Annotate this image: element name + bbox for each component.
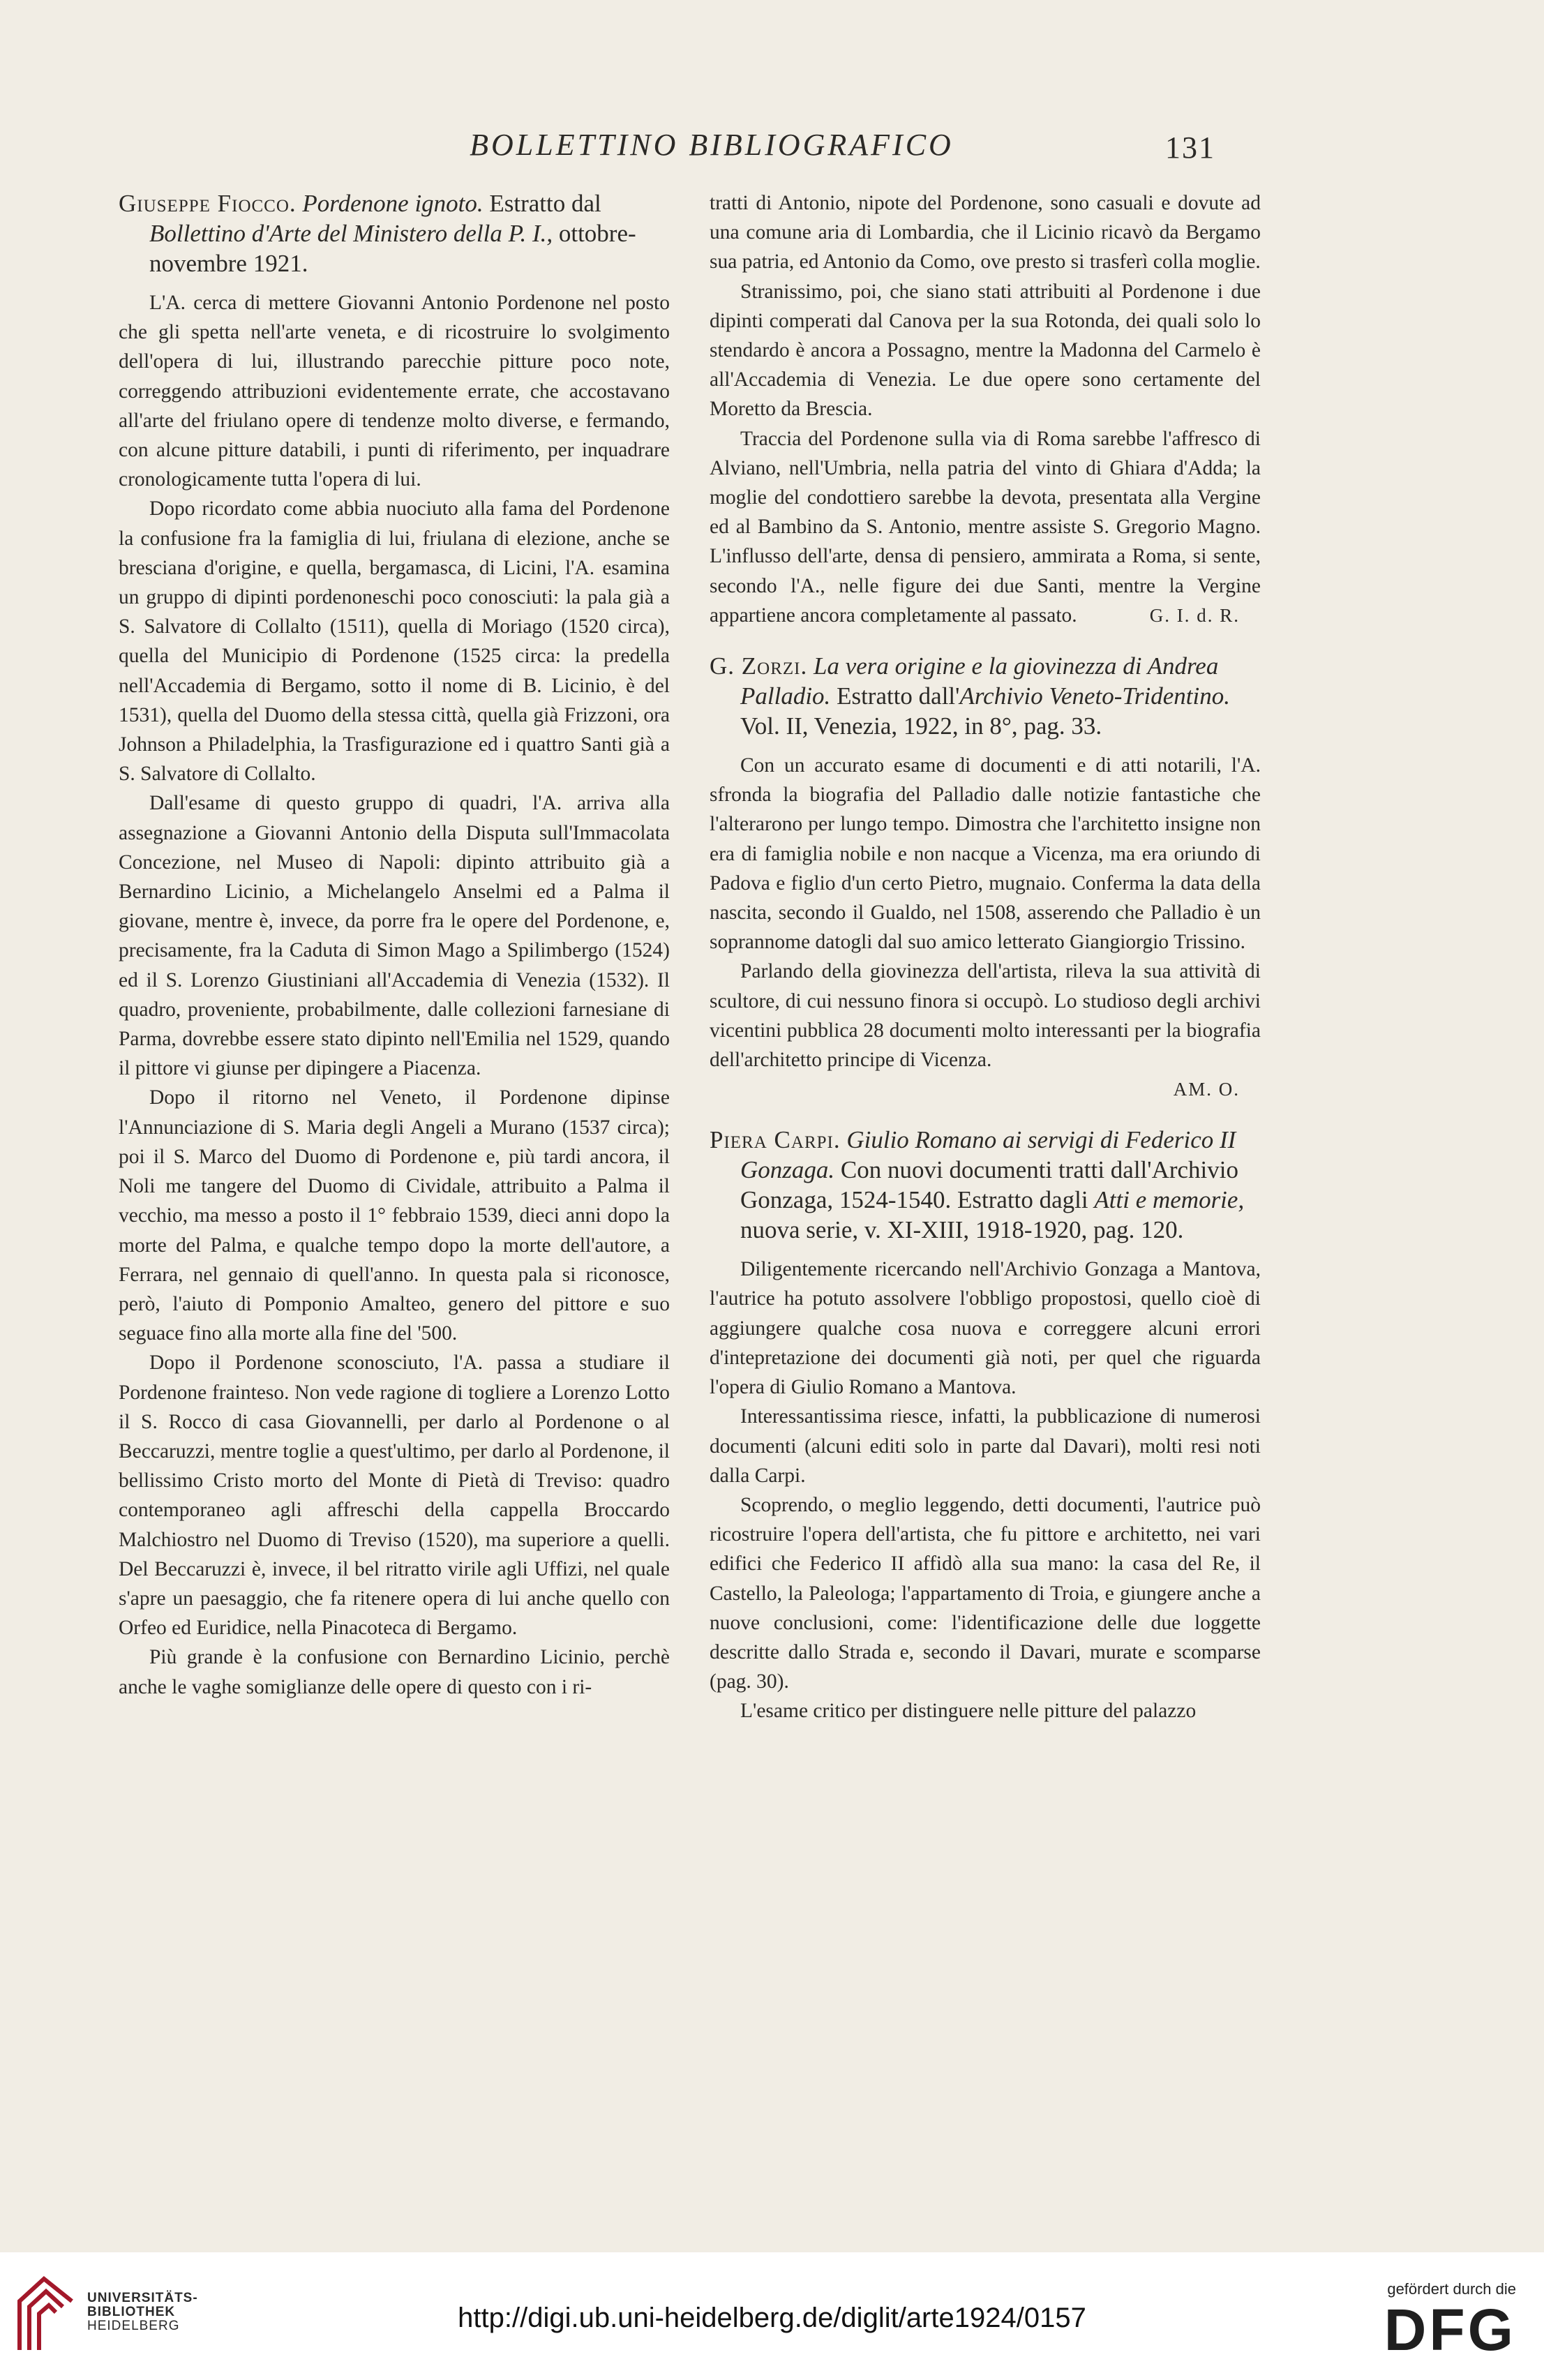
- entry-heading-carpi: [710, 1125, 1261, 1245]
- paragraph: Più grande è la confusione con Bernardino Licinio, perchè anche le vaghe somiglianze delle opere di questo con i ri-: [119, 1646, 670, 1698]
- paragraph: Dopo il ritorno nel Veneto, il Pordenone dipinse l'Annunciazione di S. Maria degli Angeli a Murano (1537 circa); poi il S. Marco del Duomo di Pordenone e, più tardi ancora, il Noli me tangere del Duomo di Cividale, attribuito a Palma il vecchio, ma messo a posto il 1° febbraio 1539, dieci anni dopo la morte del Palma, e qualche tempo dopo la morte dell'autore, a Ferrara, nel gennaio di quell'anno. In questa pala si riconosce, però, l'aiuto di Pomponio Amalteo, genero del pittore e suo seguace fino alla morte alla fine del '500.: [119, 1086, 670, 1345]
- entry-title: Giulio Romano ai servigi di Federico II Gonzaga.: [740, 1126, 1236, 1184]
- entry-mid: Con nuovi documenti tratti dall'Archivio Gonzaga, 1524-1540. Estratto dagli: [740, 1156, 1239, 1214]
- reviewer-signature: G. I. d. R.: [1149, 605, 1240, 627]
- right-column: [710, 188, 1261, 1726]
- paragraph: Dopo il Pordenone sconosciuto, l'A. passa a studiare il Pordenone frainteso. Non vede ragione di togliere a Lorenzo Lotto il S. Rocco di casa Giovannelli, per darlo al Pordenone o al Beccaruzzi, mentre toglie a quest'ultimo, per darlo al Pordenone, il bellissimo Cristo morto del Monte di Pietà di Treviso: quadro contemporaneo agli affreschi della cappella Broccardo Malchiostro nel Duomo di Treviso (1520), ma superiore a quelli. Del Beccaruzzi è, invece, il bel ritratto virile agli Uffizi, nel quale s'apre un paesaggio, che fa ritenere opera di lui anche quello con Orfeo ed Euridice, nella Pinacoteca di Bergamo.: [119, 1352, 670, 1640]
- paragraph: Parlando della giovinezza dell'artista, rileva la sua attività di scultore, di cui nessuno finora si occupò. Lo studioso degli archivi vicentini pubblica 28 documenti molto interessanti per la biografia dell'architetto principe di Vicenza.: [710, 960, 1261, 1072]
- paragraph: Dall'esame di questo gruppo di quadri, l'A. arriva alla assegnazione a Giovanni Antonio della Disputa sull'Immacolata Concezione, nel Museo di Napoli: dipinto attribuito già a Bernardino Licinio, a Michelangelo Anselmi ed a Palma il giovane, mentre è, invece, da porre fra le opere del Pordenone, e, precisamente, fra la Caduta di Simon Mago a Spilimbergo (1524) ed il S. Lorenzo Giustiniani all'Accademia di Venezia (1532). Il quadro, proveniente, probabilmente, dalle collezioni farnesiane di Parma, dovrebbe essere stato dipinto nell'Emilia nel 1529, quando il pittore vi giunse per dipingere a Piacenza.: [119, 792, 670, 1080]
- paragraph: Dopo ricordato come abbia nuociuto alla fama del Pordenone la confusione fra la famiglia di lui, friulana di elezione, anche se bresciana d'origine, e quella, bergamasca, di Licini, l'A. esamina un gruppo di dipinti pordenoneschi poco conosciuti: la pala già a S. Salvatore di Collalto (1511), quella di Moriago (1520 circa), quella del Municipio di Pordenone (1525 circa: la predella nell'Accademia di Bergamo, sotto il nome di B. Licinio, è del 1531), quella del Duomo della stessa città, quella già Frizzoni, ora Johnson a Philadelphia, la Trasfigurazione ed i quattro Santi già a S. Salvatore di Collalto.: [119, 497, 670, 786]
- footer-bar: [0, 2252, 1544, 2380]
- paragraph: Interessantissima riesce, infatti, la pubblicazione di numerosi documenti (alcuni editi solo in parte dal Davari), molti resi noti dalla Carpi.: [710, 1405, 1261, 1487]
- entry-tail: Vol. II, Venezia, 1922, in 8°, pag. 33.: [740, 712, 1102, 740]
- paragraph: L'A. cerca di mettere Giovanni Antonio Pordenone nel posto che gli spetta nell'arte veneta, e di ricostruire lo svolgimento dell'opera di lui, illustrando parecchie pitture poco note, correggendo attribuzioni evidentemente errate, che accostavano all'arte del friulano opere di tendenze molto diverse, e fermando, con alcune pitture databili, i punti di riferimento, per inquadrare cronologicamente tutta l'opera di lui.: [119, 292, 670, 491]
- library-name-line: UNIVERSITÄTS-: [87, 2291, 198, 2305]
- entry-mid: Estratto dall': [837, 682, 960, 710]
- paragraph-continued: tratti di Antonio, nipote del Pordenone, sono casuali e dovute ad una comune aria di Lombardia, che il Licinio ricavò da Bergamo sua patria, ed Antonio da Como, ove presto si trasferì colla moglie.: [710, 192, 1261, 274]
- entry-source: Archivio Veneto-Tridentino.: [959, 682, 1230, 710]
- entry-author: G. Zorzi.: [710, 652, 808, 680]
- entry-heading-zorzi: [710, 651, 1261, 741]
- paragraph: Con un accurato esame di documenti e di atti notarili, l'A. sfronda la biografia del Palladio dalle notizie fantastiche che l'alterarono per lungo tempo. Dimostra che l'architetto insigne non era di famiglia nobile e non nacque a Vicenza, ma era oriundo di Padova e figlio d'un certo Pietro, mugnaio. Conferma la data della nascita, secondo il Gualdo, nel 1508, asserendo che Palladio è un soprannome datogli dal suo amico letterato Giangiorgio Trissino.: [710, 754, 1261, 954]
- page-header: [0, 127, 1544, 183]
- reviewer-signature: AM. O.: [1173, 1079, 1240, 1100]
- entry-tail: nuova serie, v. XI-XIII, 1918-1920, pag. 120.: [740, 1216, 1184, 1244]
- running-title: BOLLETTINO BIBLIOGRAFICO: [470, 128, 954, 162]
- entry-author: Piera Carpi.: [710, 1126, 841, 1154]
- paragraph: L'esame critico per distinguere nelle pitture del palazzo: [740, 1700, 1197, 1723]
- paragraph: Diligentemente ricercando nell'Archivio Gonzaga a Mantova, l'autrice ha potuto assolvere l'obbligo propostosi, quello cioè di aggiungere qualche cosa nuova e correggere alcuni errori d'intepretazione dei documenti già noti, per quel che riguarda l'opera di Giulio Romano a Mantova.: [710, 1258, 1261, 1399]
- library-name-line: HEIDELBERG: [87, 2319, 180, 2333]
- entry-author: Giuseppe Fiocco.: [119, 190, 297, 217]
- permalink[interactable]: http://digi.ub.uni-heidelberg.de/diglit/arte1924/0157: [458, 2303, 1086, 2333]
- funder-credit: [1342, 2280, 1516, 2361]
- paragraph: Traccia del Pordenone sulla via di Roma sarebbe l'affresco di Alviano, nell'Umbria, nella patria del vinto di Ghiara d'Adda; la moglie del condottiero sarebbe la devota, presentata alla Vergine ed al Bambino da S. Antonio, mentre assiste S. Gregorio Magno. L'influsso dell'arte, densa di pensiero, ammirata a Roma, si sente, secondo l'A., nelle figure dei due Santi, mentre la Vergine appartiene ancora completamente al passato.: [710, 427, 1261, 627]
- left-column: [119, 188, 670, 1702]
- dfg-logo: DFG: [1384, 2297, 1516, 2363]
- entry-title: La vera origine e la giovinezza di Andrea Palladio.: [740, 652, 1219, 710]
- entry-source: Atti e memorie,: [1094, 1186, 1245, 1214]
- entry-heading-fiocco: [119, 188, 670, 278]
- library-name-line: BIBLIOTHEK: [87, 2305, 176, 2319]
- paragraph: Stranissimo, poi, che siano stati attribuiti al Pordenone i due dipinti comperati dal Canova per la sua Rotonda, dei quali solo lo stendardo è ancora a Possagno, mentre la Madonna del Carmelo è all'Accademia di Venezia. Le due opere sono certamente del Moretto da Brescia.: [710, 280, 1261, 421]
- entry-source: Bollettino d'Arte del Ministero della P. I.,: [149, 220, 553, 247]
- funder-caption: gefördert durch die: [1387, 2280, 1516, 2298]
- entry-title: Pordenone ignoto.: [302, 190, 484, 217]
- entry-mid: Estratto dal: [489, 190, 601, 217]
- paragraph: Scoprendo, o meglio leggendo, detti documenti, l'autrice può ricostruire l'opera dell'artista, che fu pittore e architetto, nei vari edifici che Federico II affidò alla sua mano: la casa del Re, il Castello, la Paleologa; l'appartamento di Troia, e giungere anche a nuove conclusioni, come: l'identificazione delle due loggette descritte dallo Strada e, secondo il Davari, murate e scomparse (pag. 30).: [710, 1493, 1261, 1693]
- entry-tail: ottobre-novembre 1921.: [149, 220, 636, 277]
- page-number: 131: [1165, 130, 1215, 165]
